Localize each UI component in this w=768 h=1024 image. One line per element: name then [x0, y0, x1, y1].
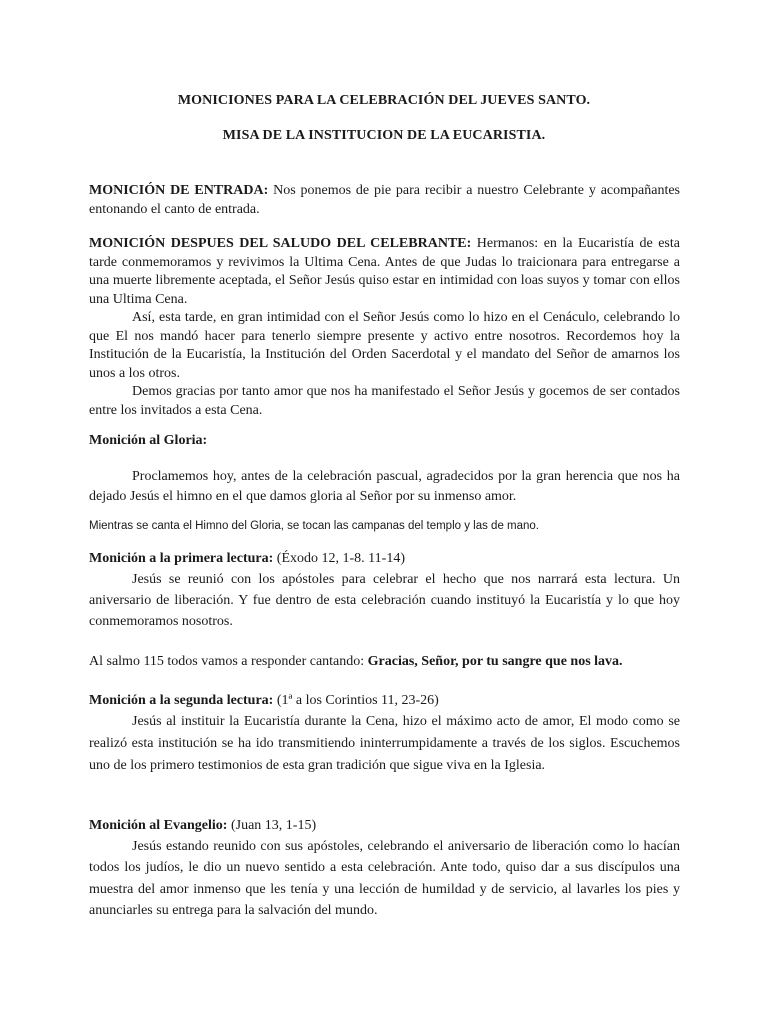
section-evangelio — [89, 817, 680, 922]
gloria-heading-text: Monición al Gloria: — [89, 433, 208, 448]
salmo-text: Al salmo 115 todos vamos a responder cantando: — [89, 654, 368, 669]
section-primera-lectura — [89, 550, 680, 632]
saludo-paragraph-2: Así, esta tarde, en gran intimidad con el Señor Jesús como lo hizo en el Cenáculo, celebrando lo que El nos mandó hacer para tenerlo siempre presente y activo entre nosotros. Recordemos hoy la Institución de la Eucaristía, la Institución del Orden Sacerdotal y el mandato del Señor de amarnos los unos a los otros. — [89, 310, 680, 381]
segunda-paragraph: Jesús al instituir la Eucaristía durante la Cena, hizo el máximo acto de amor, El modo como se realizó esta institución se ha ido transmitiendo ininterrumpidamente a través de los siglos. Escuchemos uno de los primero testimonios de esta gran tradición que sigue viva en la Iglesia. — [89, 713, 680, 773]
section-segunda-lectura — [89, 692, 680, 777]
saludo-paragraph-1 — [89, 235, 680, 309]
primera-ref: (Éxodo 12, 1-8. 11-14) — [273, 551, 405, 566]
document-subtitle: MISA DE LA INSTITUCION DE LA EUCARISTIA. — [222, 128, 546, 143]
section-saludo — [89, 235, 680, 420]
segunda-ref: (1ª a los Corintios 11, 23-26) — [273, 693, 439, 708]
salmo-response: Gracias, Señor, por tu sangre que nos lava. — [367, 654, 623, 669]
entrada-paragraph — [89, 182, 680, 219]
segunda-heading: Monición a la segunda lectura: — [89, 693, 274, 708]
saludo-text: Hermanos: en la Eucaristía de esta tarde conmemoramos y revivimos la Ultima Cena. Antes de que Judas lo traicionara para entregarse a una muerte libremente aceptada, el Señor Jesús quiso estar en intimidad con loas suyos y tomar con ellos una Ultima Cena. — [89, 236, 680, 307]
section-entrada — [89, 182, 680, 219]
gloria-note: Mientras se canta el Himno del Gloria, se tocan las campanas del templo y las de mano. — [89, 520, 539, 532]
evangelio-heading-line — [89, 817, 680, 836]
evangelio-paragraph: Jesús estando reunido con sus apóstoles, celebrando el aniversario de liberación como lo hacían todos los judíos, le dio un nuevo sentido a esta celebración. Ante todo, quiso dar a sus discípulos una muestra del amor inmenso que les tenía y una lección de humildad y de servicio, al lavarles los pies y anunciarles su entrega para la salvación del mundo. — [89, 838, 680, 918]
evangelio-heading: Monición al Evangelio: — [89, 818, 228, 833]
gloria-paragraph: Proclamemos hoy, antes de la celebración pascual, agradecidos por la gran herencia que nos ha dejado Jesús el himno en el que damos gloria al Señor por su inmenso amor. — [89, 469, 680, 504]
primera-paragraph: Jesús se reunió con los apóstoles para celebrar el hecho que nos narrará esta lectura. Un aniversario de liberación. Y fue dentro de esta celebración cuando instituyó la Eucaristía y lo que hoy conmemoramos nosotros. — [89, 571, 680, 629]
gloria-heading — [89, 432, 680, 451]
salmo-line — [89, 653, 680, 672]
entrada-heading: MONICIÓN DE ENTRADA: — [89, 183, 269, 198]
evangelio-ref: (Juan 13, 1-15) — [227, 818, 317, 833]
segunda-heading-line — [89, 692, 680, 711]
primera-heading-line — [89, 550, 680, 569]
saludo-heading: MONICIÓN DESPUES DEL SALUDO DEL CELEBRANTE: — [89, 236, 472, 251]
primera-heading: Monición a la primera lectura: — [89, 551, 274, 566]
saludo-paragraph-3: Demos gracias por tanto amor que nos ha manifestado el Señor Jesús y gocemos de ser contados entre los invitados a esta Cena. — [89, 384, 680, 418]
entrada-text: Nos ponemos de pie para recibir a nuestro Celebrante y acompañantes entonando el canto de entrada. — [89, 183, 680, 217]
document-title: MONICIONES PARA LA CELEBRACIÓN DEL JUEVES SANTO. — [177, 93, 591, 108]
